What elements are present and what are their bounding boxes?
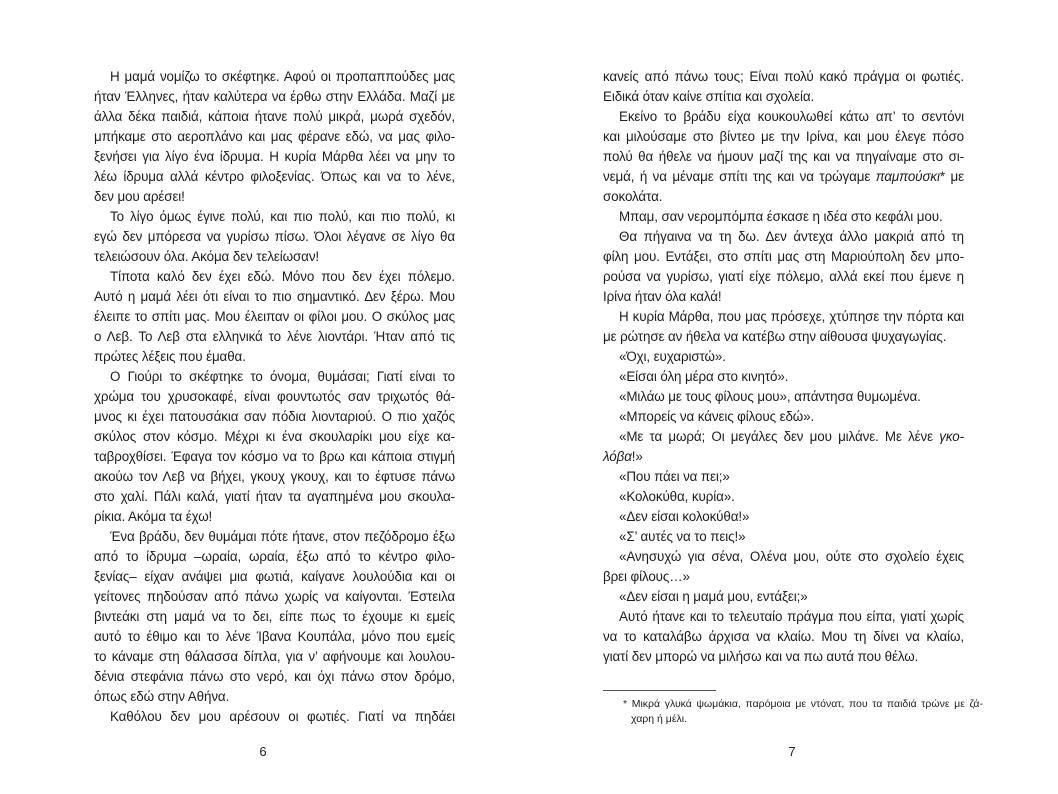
text-line: σκύλος στον κόσμο. Μέχρι κι ένα σκουλαρίκι μου είχε κα-: [94, 429, 455, 444]
text-line: Ειδικά όταν καίνε σπίτια και σχολεία.: [603, 89, 815, 104]
text-line: και μιλούσαμε στο βίντεο με την Ιρίνα, και μου έλεγε πόσο: [603, 129, 964, 144]
footnote-line: * Μικρά γλυκά ψωμάκια, παρόμοια με ντόνατ, που τα παιδιά τρώνε με ζά-: [623, 698, 983, 710]
text-line: κανείς από πάνω τους; Είναι πολύ κακό πράγμα οι φωτιές.: [603, 69, 964, 84]
paragraph: [94, 707, 455, 727]
paragraph: [94, 207, 455, 267]
paragraph: [94, 367, 455, 527]
text-line: ξενίας– είχαν ανάψει μια φωτιά, καίγανε λουλούδια και οι: [94, 569, 455, 584]
paragraph: [94, 267, 455, 367]
text-line: Αυτό ήτανε και το τελευταίο πράγμα που είπα, γιατί χωρίς: [619, 609, 964, 624]
footnote-line: χαρη ή μέλι.: [631, 713, 688, 725]
paragraph: [603, 467, 964, 487]
text-line: όπως εδώ στην Αθήνα.: [94, 689, 230, 704]
paragraph: [603, 507, 964, 527]
text-line: χρώμα του χρυσοκαφέ, είναι φουντωτός σαν τριχωτός θά-: [94, 389, 455, 404]
right-page: [529, 0, 1058, 794]
text-line: γείτονες πηδούσαν από πάνω χωρίς να καίγονται. Έστειλα: [94, 589, 455, 604]
text-line: «Που πάει να πει;»: [619, 469, 730, 484]
paragraph: [603, 347, 964, 367]
text-line: να το καταλάβω άρχισα να κλαίω. Μου τη δίνει να κλαίω,: [603, 629, 964, 644]
text-line: [603, 427, 964, 447]
italic-text: λόβα: [603, 449, 632, 464]
paragraph: [603, 367, 964, 387]
paragraph: [603, 227, 964, 307]
text-segment: !»: [631, 449, 643, 464]
right-page-body-text: [603, 67, 964, 667]
text-line: Ο Γιούρι το σκέφτηκε το όνομα, θυμάσαι; Γιατί είναι το: [110, 369, 455, 384]
text-line: «Είσαι όλη μέρα στο κινητό».: [619, 369, 789, 384]
paragraph: [603, 587, 964, 607]
text-line: ξενήσει για λίγο ένα ίδρυμα. Η κυρία Μάρθα λέει να μην το: [94, 149, 455, 164]
text-line: «Ανησυχώ για σένα, Ολένα μου, ούτε στο σχολείο έχεις: [619, 549, 964, 564]
text-segment: * με: [939, 169, 964, 184]
paragraph: [603, 207, 964, 227]
text-line: «Μπορείς να κάνεις φίλους εδώ».: [619, 409, 815, 424]
text-line: Καθόλου δεν μου αρέσουν οι φωτιές. Γιατί να πηδάει: [110, 709, 455, 724]
text-line: Ένα βράδυ, δεν θυμάμαι πότε ήτανε, στον πεζόδρομο έξω: [110, 529, 455, 544]
paragraph: [603, 67, 964, 107]
paragraph: [603, 407, 964, 427]
text-line: το κάναμε στη θάλασσα δίπλα, για ν’ αφήνουμε και λουλου-: [94, 649, 455, 664]
paragraph: [603, 107, 964, 207]
text-line: «Κολοκύθα, κυρία».: [619, 489, 735, 504]
text-line: βρει φίλους…»: [603, 569, 690, 584]
text-line: τελειώσουν όλα. Ακόμα δεν τελείωσαν!: [94, 249, 320, 264]
text-line: [603, 447, 964, 467]
text-line: φίλη μου. Εντάξει, στο σπίτι μας στη Μαριούπολη δεν μπο-: [603, 249, 964, 264]
text-line: «Δεν είσαι κολοκύθα!»: [619, 509, 750, 524]
text-line: μνος κι έχει πατουσάκια σαν πόδια λιονταριού. Ο πιο χαζός: [94, 409, 455, 424]
paragraph: [603, 547, 964, 587]
paragraph: [94, 67, 455, 207]
text-line: Εκείνο το βράδυ είχα κουκουλωθεί κάτω απ’ το σεντόνι: [619, 109, 964, 124]
text-line: Το λίγο όμως έγινε πολύ, και πιο πολύ, και πιο πολύ, κι: [110, 209, 455, 224]
text-line: γιατί δεν μπορώ να μιλήσω και να πω αυτά που θέλω.: [603, 649, 919, 664]
text-line: ρίκια. Ακόμα τα έχω!: [94, 509, 213, 524]
paragraph: [603, 527, 964, 547]
text-line: εγώ δεν μπόρεσα να γυρίσω πίσω. Όλοι λέγανε σε λίγο θα: [94, 229, 455, 244]
text-line: Η κυρία Μάρθα, που μας πρόσεχε, χτύπησε την πόρτα και: [619, 309, 964, 324]
page-number: 6: [259, 744, 267, 759]
text-line: έλειπε το σπίτι μας. Μου έλειπαν οι φίλοι μου. Ο σκύλος μας: [94, 309, 455, 324]
paragraph: [603, 607, 964, 667]
paragraph: [94, 527, 455, 707]
text-line: «Σ’ αυτές να το πεις!»: [619, 529, 746, 544]
text-line: Μπαμ, σαν νερομπόμπα έσκασε η ιδέα στο κεφάλι μου.: [619, 209, 943, 224]
text-line: λέω ίδρυμα αλλά κέντρο φιλοξενίας. Όπως και να το λένε,: [94, 169, 455, 184]
text-line: στο χαλί. Πάλι καλά, γιατί ήταν τα αγαπημένα μου σκουλα-: [94, 489, 455, 504]
text-line: μπήκαμε στο αεροπλάνο και μας φέρανε εδώ, να μας φιλο-: [94, 129, 455, 144]
text-segment: νεμά, ή να μέναμε σπίτι της και να τρώγαμε: [603, 169, 876, 184]
left-page-body-text: [94, 67, 455, 727]
text-line: ο Λεβ. Το Λεβ στα ελληνικά το λένε λιοντάρι. Ήταν από τις: [94, 329, 455, 344]
text-segment: «Με τα μωρά; Οι μεγάλες δεν μου μιλάνε. Με λένε: [619, 429, 940, 444]
text-line: Αυτό η μαμά λέει ότι είναι το πιο σημαντικό. Δεν ξέρω. Μου: [94, 289, 455, 304]
text-line: ήταν Έλληνες, ήταν καλύτερα να έρθω στην Ελλάδα. Μαζί με: [94, 89, 455, 104]
footnote-separator: [603, 690, 716, 691]
text-line: «Όχι, ευχαριστώ».: [619, 349, 726, 364]
text-line: [603, 167, 964, 187]
italic-text: παμπούσκι: [875, 169, 940, 184]
text-line: δένια στεφάνια πάνω στο νερό, και όχι πάνω στον δρόμο,: [94, 669, 455, 684]
paragraph: [603, 387, 964, 407]
text-line: από το ίδρυμα –ωραία, ωραία, έξω από το κέντρο φιλο-: [94, 549, 455, 564]
text-line: ταβροχθίσει. Έφαγα τον κόσμο να το βρω και κάποια στιγμή: [94, 449, 455, 464]
text-line: ακούω τον Λεβ να βήχει, γκουχ γκουχ, και το έφτυσε πάνω: [94, 469, 455, 484]
page-number: 7: [788, 744, 796, 759]
text-line: άλλα δέκα παιδιά, κάποια ήτανε πολύ μικρά, μωρά σχεδόν,: [94, 109, 455, 124]
text-line: Θα πήγαινα να τη δω. Δεν άντεχα άλλο μακριά από τη: [619, 229, 964, 244]
text-line: ρούσα να γυρίσω, γιατί είχε πόλεμο, αλλά εκεί που έμενε η: [603, 269, 964, 284]
paragraph: [603, 427, 964, 467]
italic-text: γκο-: [939, 429, 964, 444]
text-line: βιντεάκι στη μαμά να το δει, είπε πως το έχουμε κι εμείς: [94, 609, 455, 624]
text-line: «Μιλάω με τους φίλους μου», απάντησα θυμωμένα.: [619, 389, 921, 404]
text-line: αυτό το έθιμο και το λένε Ίβανα Κουπάλα, μόνο που εμείς: [94, 629, 455, 644]
text-line: «Δεν είσαι η μαμά μου, εντάξει;»: [619, 589, 808, 604]
text-line: Τίποτα καλό δεν έχει εδώ. Μόνο που δεν έχει πόλεμο.: [110, 269, 455, 284]
text-line: Ιρίνα ήταν όλα καλά!: [603, 289, 722, 304]
text-line: σοκολάτα.: [603, 189, 663, 204]
text-line: Η μαμά νομίζω το σκέφτηκε. Αφού οι προπαππούδες μας: [110, 69, 455, 84]
text-line: δεν μου αρέσει!: [94, 189, 185, 204]
paragraph: [603, 487, 964, 507]
text-line: πολύ θα ήθελε να ήμουν μαζί της και να πηγαίναμε στο σι-: [603, 149, 964, 164]
text-line: με ρώτησε αν ήθελα να κατέβω στην αίθουσα ψυχαγωγίας.: [603, 329, 947, 344]
paragraph: [603, 307, 964, 347]
text-line: πρώτες λέξεις που έμαθα.: [94, 349, 246, 364]
